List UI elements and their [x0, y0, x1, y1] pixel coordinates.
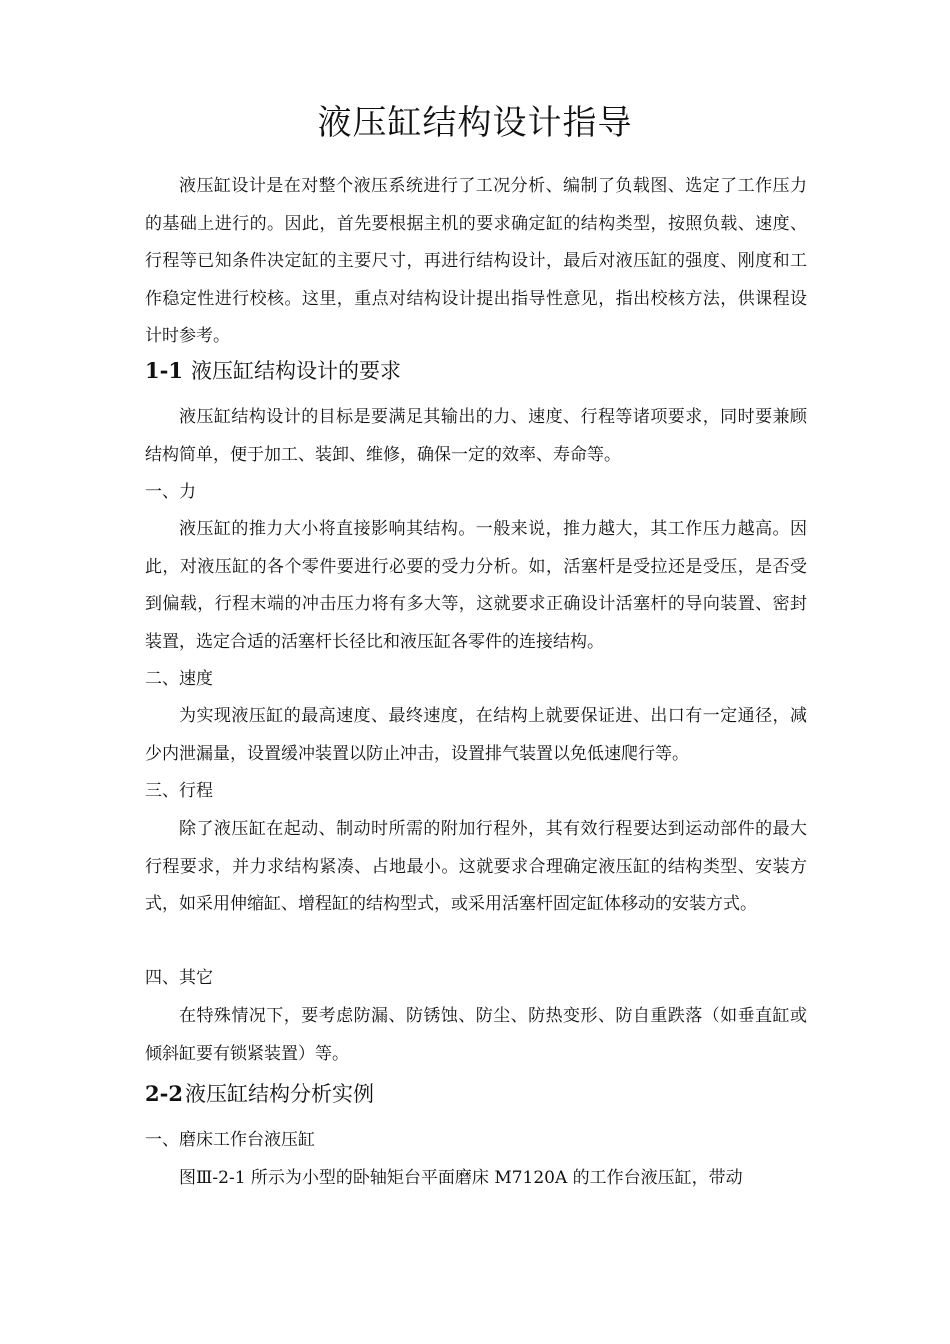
- page-title: 液压缸结构设计指导: [317, 103, 633, 143]
- item-text-force: 液压缸的推力大小将直接影响其结构。一般来说，推力越大，其工作压力越高。因此，对液压缸的各个零件要进行必要的受力分析。如，活塞杆是受拉还是受压，是否受到偏载，行程末端的冲击压力将有多大等，这就要求正确设计活塞杆的导向装置、密封装置，选定合适的活塞杆长径比和液压缸各零件的连接结构。: [145, 519, 807, 652]
- section-number: 1-1: [145, 358, 183, 383]
- section-title: 液压缸结构设计的要求: [190, 359, 401, 383]
- item-label-speed: 二、速度: [145, 669, 213, 689]
- section-number: 2-2: [145, 1081, 183, 1106]
- item-text-speed: 为实现液压缸的最高速度、最终速度，在结构上就要保证进、出口有一定通径，减少内泄漏量，设置缓冲装置以防止冲击，设置排气装置以免低速爬行等。: [145, 706, 807, 764]
- item-label-grinder: 一、磨床工作台液压缸: [145, 1130, 315, 1150]
- intro-paragraph: 液压缸设计是在对整个液压系统进行了工况分析、编制了负载图、选定了工作压力的基础上进行的。因此，首先要根据主机的要求确定缸的结构类型，按照负载、速度、行程等已知条件决定缸的主要尺寸，再进行结构设计，最后对液压缸的强度、刚度和工作稳定性进行校核。这里，重点对结构设计提出指导性意见，指出校核方法，供课程设计时参考。: [145, 176, 807, 346]
- item-label-other: 四、其它: [145, 968, 213, 988]
- section-1-intro: 液压缸结构设计的目标是要满足其输出的力、速度、行程等诸项要求，同时要兼顾结构简单，便于加工、装卸、维修，确保一定的效率、寿命等。: [145, 407, 807, 465]
- item-text-stroke: 除了液压缸在起动、制动时所需的附加行程外，其有效行程要达到运动部件的最大行程要求，并力求结构紧凑、占地最小。这就要求合理确定液压缸的结构类型、安装方式，如采用伸缩缸、增程缸的结构型式，或采用活塞杆固定缸体移动的安装方式。: [145, 819, 807, 914]
- item-label-force: 一、力: [145, 482, 196, 502]
- section-title: 液压缸结构分析实例: [184, 1082, 374, 1106]
- item-text-other: 在特殊情况下，要考虑防漏、防锈蚀、防尘、防热变形、防自重跌落（如垂直缸或倾斜缸要有锁紧装置）等。: [145, 1006, 807, 1064]
- section-heading-1-1: [145, 351, 807, 391]
- item-label-stroke: 三、行程: [145, 781, 213, 801]
- section-heading-2-2: [145, 1074, 807, 1114]
- item-text-grinder: 图Ⅲ-2-1 所示为小型的卧轴矩台平面磨床 M7120A 的工作台液压缸，带动: [179, 1168, 743, 1188]
